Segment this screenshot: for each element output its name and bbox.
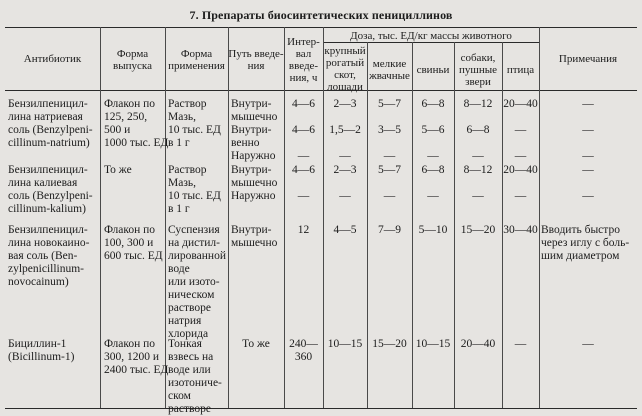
row4-route: То же <box>242 338 270 350</box>
header-antibiotic: Антибиотик <box>23 53 82 65</box>
row4-dogs: 20—40 <box>460 338 496 350</box>
row3-antibiotic: Бензилпеницил- лина новокаино- вая соль (Ben- zylpenicillinum- novocainum) <box>8 224 90 288</box>
header-notes: Примечания <box>558 53 618 65</box>
header-release-form: Форма выпуска <box>113 48 152 72</box>
row3-dogs: 15—20 <box>460 224 496 236</box>
row3-pigs: 5—10 <box>418 224 448 236</box>
row1-release-form: Флакон по 125, 250, 500 и 1000 тыс. ЕД <box>104 98 169 149</box>
row3-route: Внутри- мышечно <box>231 224 278 249</box>
row3-birds: 30—40 <box>503 224 538 236</box>
row4-notes: — <box>582 338 594 350</box>
table-title: 7. Препараты биосинтетических пенициллинов <box>189 8 453 22</box>
row3-small-ruminants: 7—9 <box>378 224 401 236</box>
header-pigs: свиньи <box>416 64 450 76</box>
row4-release-form: Флакон по 300, 1200 и 2400 тыс. ЕД <box>104 338 169 376</box>
header-cattle: крупный рогатый скот, лошади <box>324 45 366 93</box>
row2-birds: 20—40 — <box>503 164 538 202</box>
dose-group-rule <box>323 42 539 43</box>
header-birds: птица <box>506 64 535 76</box>
row2-dogs: 8—12 — <box>463 164 493 202</box>
row1-application-form: Раствор Мазь, 10 тыс. ЕД в 1 г <box>168 98 221 149</box>
row1-small-ruminants: 5—7 3—5 — <box>378 98 401 162</box>
row2-release-form: То же <box>104 164 132 176</box>
header-dose-group: Доза, тыс. ЕД/кг массы животного <box>350 30 512 42</box>
header-interval: Интер- вал введе- ния, ч <box>287 36 320 84</box>
row2-application-form: Раствор Мазь, 10 тыс. ЕД в 1 г <box>168 164 221 215</box>
row4-application-form: Тонкая взвесь на воде или изотониче- ском растворе <box>168 338 222 415</box>
row2-route: Внутри- мышечно Наружно <box>231 164 278 202</box>
header-dogs: собаки, пушные звери <box>458 52 498 88</box>
row1-interval: 4—6 4—6 — <box>292 98 315 162</box>
row1-dogs: 8—12 6—8 — <box>463 98 493 162</box>
row1-route: Внутри- мышечно Внутри- венно Наружно <box>231 98 278 162</box>
row2-cattle: 2—3 — <box>333 164 357 202</box>
table-bottom-rule <box>5 408 637 409</box>
row2-antibiotic: Бензилпеницил- лина калиевая соль (Benzylpeni- cillinum-kalium) <box>8 164 93 215</box>
row1-birds: 20—40 — — <box>503 98 538 162</box>
row1-cattle: 2—3 1,5—2 — <box>329 98 361 162</box>
row4-small-ruminants: 15—20 <box>372 338 407 350</box>
header-application-form: Форма применения <box>168 48 225 72</box>
row4-pigs: 10—15 <box>415 338 451 350</box>
row3-interval: 12 <box>297 224 310 236</box>
row3-cattle: 4—5 <box>333 224 357 236</box>
row1-notes: — — — <box>582 98 594 162</box>
row4-birds: — <box>514 338 527 350</box>
row2-small-ruminants: 5—7 — <box>378 164 401 202</box>
row3-application-form: Суспензия на дистил- лированной воде или изото- ническом растворе натрия хлорида <box>168 224 226 340</box>
row4-cattle: 10—15 <box>327 338 363 350</box>
row4-interval: 240—360 <box>289 338 318 363</box>
row3-release-form: Флакон по 100, 300 и 600 тыс. ЕД <box>104 224 163 262</box>
row1-antibiotic: Бензилпеницил- лина натриевая соль (Benzylpeni- cillinum-natrium) <box>8 98 93 149</box>
row2-notes: — — <box>582 164 594 202</box>
row4-antibiotic: Бициллин-1 (Bicillinum-1) <box>8 338 75 363</box>
row1-pigs: 6—8 5—6 — <box>421 98 445 162</box>
col-divider-1 <box>100 27 101 408</box>
row2-pigs: 6—8 — <box>421 164 445 202</box>
header-small-ruminants: мелкие жвачные <box>369 58 410 82</box>
row2-interval: 4—6 — <box>292 164 315 202</box>
header-route: Путь введе- ния <box>228 48 284 72</box>
row3-notes: Вводить быстро через иглу с боль- шим диаметром <box>541 224 630 262</box>
